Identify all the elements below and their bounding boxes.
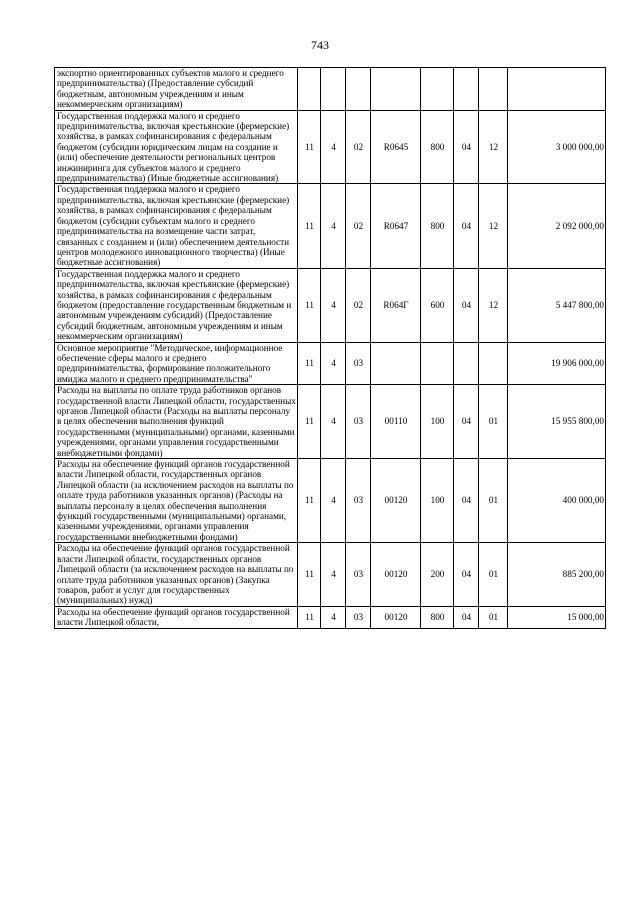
pr-cell: 12 [479, 184, 508, 268]
col-1-cell: 11 [298, 184, 321, 268]
vr-cell: 800 [421, 606, 454, 628]
vr-cell: 200 [421, 543, 454, 606]
col-3-cell: 03 [346, 342, 371, 385]
amount-cell: 885 200,00 [508, 543, 606, 606]
col-2-cell: 4 [321, 606, 346, 628]
col-3-cell: 03 [346, 606, 371, 628]
col-1-cell: 11 [298, 342, 321, 385]
vr-cell: 100 [421, 459, 454, 543]
col-3-cell: 03 [346, 385, 371, 459]
pr-cell: 01 [479, 606, 508, 628]
row-description: Расходы на обеспечение функций органов государственной власти Липецкой области, государственных органов Липецкой области (за исключением расходов на выплаты по оплате труда работников указанных органов) (Расходы на выплаты персоналу в целях обеспечения выполнения функций государственными (муниципальными) органами, казенными учреждениями, органами управления государственными внебюджетными фондами) [55, 459, 298, 543]
vr-cell [421, 68, 454, 111]
code-cell: 00120 [371, 459, 421, 543]
amount-cell: 2 092 000,00 [508, 184, 606, 268]
amount-cell: 3 000 000,00 [508, 110, 606, 184]
col-3-cell: 03 [346, 459, 371, 543]
amount-cell [508, 68, 606, 111]
code-cell [371, 342, 421, 385]
pr-cell: 12 [479, 268, 508, 342]
table-row [55, 543, 606, 606]
col-3-cell: 02 [346, 184, 371, 268]
amount-cell: 15 000,00 [508, 606, 606, 628]
table-row [55, 385, 606, 459]
pr-cell: 01 [479, 543, 508, 606]
code-cell: 00120 [371, 543, 421, 606]
col-3-cell: 02 [346, 268, 371, 342]
row-description: Основное мероприятие "Методическое, информационное обеспечение сферы малого и среднего предпринимательства, формирование положительного имиджа малого и среднего предпринимательства" [55, 342, 298, 385]
table-row [55, 606, 606, 628]
rz-cell: 04 [454, 184, 479, 268]
col-1-cell: 11 [298, 268, 321, 342]
table-row [55, 68, 606, 111]
col-3-cell: 03 [346, 543, 371, 606]
col-1-cell: 11 [298, 606, 321, 628]
vr-cell [421, 342, 454, 385]
pr-cell: 01 [479, 385, 508, 459]
col-2-cell: 4 [321, 342, 346, 385]
col-2-cell: 4 [321, 543, 346, 606]
table-row [55, 110, 606, 184]
row-description: Государственная поддержка малого и среднего предпринимательства, включая крестьянские (фермерские) хозяйства, в рамках софинансирования с федеральным бюджетом (субсидии субъектам малого и среднего предпринимательства на возмещение части затрат, связанных с созданием и (или) обеспечением деятельности центров молодежного инновационного творчества) (Иные бюджетные ассигнования) [55, 184, 298, 268]
table-row [55, 459, 606, 543]
table-row [55, 342, 606, 385]
code-cell: R0645 [371, 110, 421, 184]
col-1-cell: 11 [298, 459, 321, 543]
amount-cell: 400 000,00 [508, 459, 606, 543]
col-1-cell: 11 [298, 543, 321, 606]
vr-cell: 800 [421, 184, 454, 268]
col-1-cell [298, 68, 321, 111]
col-2-cell: 4 [321, 459, 346, 543]
row-description: Государственная поддержка малого и среднего предпринимательства, включая крестьянские (фермерские) хозяйства, в рамках софинансирования с федеральным бюджетом (субсидии юридическим лицам на создание и (или) обеспечение деятельности региональных центров инжиниринга для субъектов малого и среднего предпринимательства) (Иные бюджетные ассигнования) [55, 110, 298, 184]
table-row [55, 268, 606, 342]
code-cell: R064Г [371, 268, 421, 342]
row-description: Расходы на обеспечение функций органов государственной власти Липецкой области, государственных органов Липецкой области (за исключением расходов на выплаты по оплате труда работников указанных органов) (Закупка товаров, работ и услуг для государственных (муниципальных) нужд) [55, 543, 298, 606]
rz-cell: 04 [454, 268, 479, 342]
rz-cell: 04 [454, 606, 479, 628]
col-2-cell [321, 68, 346, 111]
col-3-cell [346, 68, 371, 111]
col-3-cell: 02 [346, 110, 371, 184]
row-description: экспортно ориентированных субъектов малого и среднего предпринимательства) (Предоставление субсидий бюджетным, автономным учреждениям и иным некоммерческим организациям) [55, 68, 298, 111]
code-cell [371, 68, 421, 111]
rz-cell: 04 [454, 385, 479, 459]
budget-table [54, 67, 606, 629]
code-cell: 00110 [371, 385, 421, 459]
page-number: 743 [311, 38, 329, 52]
rz-cell: 04 [454, 459, 479, 543]
col-2-cell: 4 [321, 184, 346, 268]
pr-cell: 01 [479, 459, 508, 543]
code-cell: 00120 [371, 606, 421, 628]
row-description: Государственная поддержка малого и среднего предпринимательства, включая крестьянские (фермерские) хозяйства, в рамках софинансирования с федеральным бюджетом (предоставление государственным бюджетным и автономным учреждениям субсидий) (Предоставление субсидий бюджетным, автономным учреждениям и иным некоммерческим организациям) [55, 268, 298, 342]
rz-cell [454, 68, 479, 111]
amount-cell: 5 447 800,00 [508, 268, 606, 342]
col-2-cell: 4 [321, 110, 346, 184]
pr-cell: 12 [479, 110, 508, 184]
row-description: Расходы на выплаты по оплате труда работников органов государственной власти Липецкой области, государственных органов Липецкой области (Расходы на выплаты персоналу в целях обеспечения выполнения функций государственными (муниципальными) органами, казенными учреждениями, органами управления государственными внебюджетными фондами) [55, 385, 298, 459]
vr-cell: 600 [421, 268, 454, 342]
vr-cell: 800 [421, 110, 454, 184]
pr-cell [479, 68, 508, 111]
amount-cell: 15 955 800,00 [508, 385, 606, 459]
vr-cell: 100 [421, 385, 454, 459]
rz-cell: 04 [454, 543, 479, 606]
rz-cell: 04 [454, 110, 479, 184]
rz-cell [454, 342, 479, 385]
amount-cell: 19 906 000,00 [508, 342, 606, 385]
col-2-cell: 4 [321, 268, 346, 342]
col-1-cell: 11 [298, 385, 321, 459]
col-1-cell: 11 [298, 110, 321, 184]
row-description: Расходы на обеспечение функций органов государственной власти Липецкой области, [55, 606, 298, 628]
pr-cell [479, 342, 508, 385]
code-cell: R0647 [371, 184, 421, 268]
table-row [55, 184, 606, 268]
col-2-cell: 4 [321, 385, 346, 459]
